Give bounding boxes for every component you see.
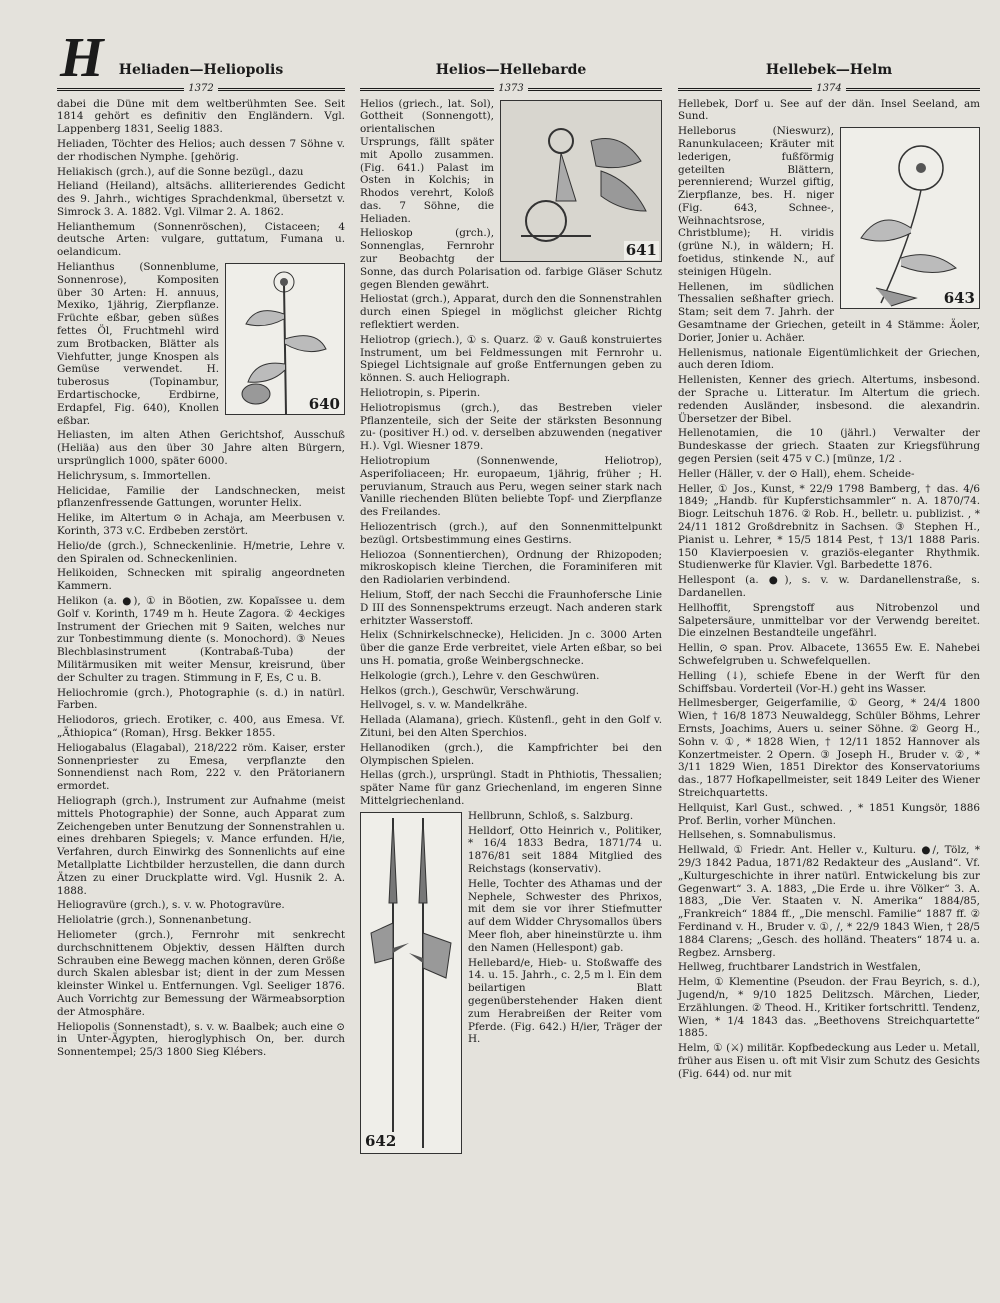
entry: Helkos (grch.), Geschwür, Verschwärung. [360, 684, 580, 697]
entry: Hellin, ⊙ span. Prov. Albacete, 13655 Ew. E. Nahebei Schwefelgruben u. Schwefelquellen. [678, 642, 980, 667]
entry: Helium, Stoff, der nach Secchi die Fraunhofersche Linie D III des Sonnenspektrums erzeugt. Nach anderen stark erhitzter Wasserstoff. [360, 589, 662, 627]
entry: Heliotropismus (grch.), das Bestreben vieler Pflanzenteile, sich der Seite der stärksten Besonnung zu- (positiver H.) od. v. derselben abzuwenden (negativer H.). Vgl. Wiesner 1879. [360, 401, 662, 453]
entry: Helio/de (grch.), Schneckenlinie. H/metrie, Lehre v. den Spiralen od. Schneckenlinien. [57, 539, 345, 565]
page-number-row [57, 83, 345, 95]
page-number: 1374 [816, 83, 842, 95]
entry: Heliodoros, griech. Erotiker, c. 400, aus Emesa. Vf. „Äthiopica“ (Roman), Hrsg. Bekker 1855. [57, 714, 345, 739]
entry: Hellenismus, nationale Eigentümlichkeit der Griechen, auch deren Idiom. [678, 346, 980, 372]
entry: Hellmesberger, Geigerfamilie, ① Georg, * 24/4 1800 Wien, † 16/8 1873 Neuwaldegg, Schüler Böhms, Lehrer Ernsts, Joachims, Auers u. seiner Söhne. ② Georg H., Sohn v. ①, * 1828 Wien, † 12/11 1852 Hannover als Konzertmeister. 2 Opern. ③ Joseph H., Bruder v. ②, * 3/11 1829 Wien, 1851 Direktor des Konservatoriums das., 1877 Hofkapellmeister, seit 1849 Leiter des Wiener Streichquartetts. [678, 697, 980, 799]
entry: Hellebek, Dorf u. See auf der dän. Insel Seeland, am Sund. [678, 97, 980, 123]
entry: Helle, Tochter des Athamas und der Nephele, Schwester des Phrixos, mit dem sie vor ihrer Stiefmutter auf dem Widder Chrysomallos übers Meer floh, aber hineinstürzte u. ihm den Namen (Hellespont) gab. [468, 877, 662, 954]
entry: Helianthus (Sonnenblume, Sonnenrose), Kompositen über 30 Arten: H. annuus, Mexiko, 1jährig, Zierpflanze. Früchte eßbar, geben süßes fettes Öl, Fruchtmehl wird zum Brotbacken, Blätter als Viehfutter, junge Knospen als Gemüse verwendet. H. tuberosus (Topinambur, Erdartischocke, Erdbirne, Erdapfel, Fig. 640), Knollen eßbar. [57, 261, 219, 427]
entry: Hellsehen, s. Somnabulismus. [678, 829, 837, 842]
column-header: Hellebek—Helm [765, 62, 893, 78]
entry: Hellvogel, s. v. w. Mandelkrähe. [360, 699, 528, 712]
entry: Heliochromie (grch.), Photographie (s. d.) in natürl. Farben. [57, 686, 345, 712]
halberd-illustration [361, 813, 461, 1153]
entry: Helicidae, Familie der Landschnecken, meist pflanzenfressende Gattungen, worunter Helix. [57, 484, 345, 510]
entry: Heliozentrisch (grch.), auf den Sonnenmittelpunkt bezügl. Ortsbestimmung eines Gestirns. [360, 521, 662, 546]
entry: Hellas (grch.), ursprüngl. Stadt in Phthiotis, Thessalien; später Name für ganz Griechenland, im engeren Sinne Mittelgriechenland. [360, 769, 662, 807]
entry: Heliotrop (griech.), ① s. Quarz. ② v. Gauß konstruiertes Instrument, um bei Feldmessungen mit Fernrohr u. Spiegel Lichtsignale auf große Entfernungen geben zu können. S. auch Heliograph. [360, 333, 662, 385]
entry: Hellada (Alamana), griech. Küstenfl., geht in den Golf v. Zituni, bei den Alten Sperchios. [360, 714, 662, 739]
entry: Helix (Schnirkelschnecke), Heliciden. Jn c. 3000 Arten über die ganze Erde verbreitet, viele Arten eßbar, so bei uns H. pomatia, große Weinbergschnecke. [360, 629, 662, 667]
page-number: 1373 [498, 83, 524, 95]
entry: Helm, ① Klementine (Pseudon. der Frau Beyrich, s. d.), Jugend/n, * 9/10 1825 Delitzsch. Märchen, Lieder, Erzählungen. ② Theod. H., Kritiker fortschrittl. Tendenz, Wien, * 1/4 1843 das. „Beethovens Streichquartette“ 1885. [678, 976, 980, 1040]
entry: Heliogabalus (Elagabal), 218/222 röm. Kaiser, erster Sonnenpriester zu Emesa, verpflanzte den Sonnendienst nach Rom, 222 v. den Prätorianern ermordet. [57, 741, 345, 793]
entry: Helikon (a. ●), ① in Böotien, zw. Kopaïssee u. dem Golf v. Korinth, 1749 m h. Heute Zagora. ② 4eckiges Instrument der Griechen mit 9 Saiten, welches nur zur Tonbestimmung diente (s. Monochord). ③ Neues Blechblasinstrument (Kontrabaß-Tuba) der Militärmusiken mit weiter Mensur, kreisrund, über der Schulter zu tragen. Stimmung in F, Es, C u. B. [57, 595, 345, 684]
column-2 [360, 62, 662, 1156]
figure-number: 643 [943, 288, 975, 307]
entry: Hellespont (a. ●), s. v. w. Dardanellenstraße, s. Dardanellen. [678, 574, 980, 599]
entry: Heliometer (grch.), Fernrohr mit senkrecht durchschnittenem Objektiv, dessen Hälften durch Schrauben eine Bewegg machen können, deren Größe durch Skalen ablesbar ist; dient in der zum Messen kleinster Winkel u. Entfernungen. Vgl. Seeliger 1876. Auch Vorrichtg zur Bemessung der Wärmeabsorption der Atmosphäre. [57, 928, 345, 1018]
entry: Heliolatrie (grch.), Sonnenanbetung. [57, 914, 252, 927]
figure-641 [500, 100, 662, 262]
hellebore-plant-illustration [841, 128, 979, 308]
entry: Heliand (Heiland), altsächs. alliterierendes Gedicht des 9. Jahrh., wichtiges Sprachdenkmal, übersetzt v. Simrock 3. A. 1882. Vgl. Vilmar 2. A. 1862. [57, 180, 345, 218]
sunflower-plant-illustration [226, 264, 344, 414]
entry: Heliotropium (Sonnenwende, Heliotrop), Asperifoliaceen; Hr. europaeum, 1jährig, früher ; H. peruvianum, Strauch aus Peru, wegen seiner stark nach Vanille riechenden Blüten beliebte Topf- und Zierpflanze des Freilandes. [360, 455, 662, 519]
entry: Helios (griech., lat. Sol), Gottheit (Sonnengott), orientalischen Ursprungs, fällt später mit Apollo zusammen. (Fig. 641.) Palast im Osten in Kolchis; in Rhodos verehrt, Koloß das. 7 Söhne, die Heliaden. [360, 97, 494, 225]
entry: dabei die Düne mit dem weltberühmten See. Seit 1814 gehört es definitiv den Engländern. Vgl. Lappenberg 1831, Seelig 1883. [57, 97, 345, 136]
entry: Heliasten, im alten Athen Gerichtshof, Ausschuß (Heliäa) aus den über 30 Jahre alten Bürgern, ursprünglich 1000, später 6000. [57, 429, 345, 468]
entry: Hellenisten, Kenner des griech. Altertums, insbesond. der Sprache u. Litteratur. Im Altertum die griech. redenden Ausländer, insbesond. die alexandrin. Übersetzer der Bibel. [678, 374, 980, 425]
entry: Hellebard/e, Hieb- u. Stoßwaffe des 14. u. 15. Jahrh., c. 2,5 m l. Ein dem beilartigen Blatt gegenüberstehender Haken dient zum Herabreißen der Reiter vom Pferde. (Fig. 642.) H/ier, Träger der H. [468, 956, 662, 1046]
entry: Helikoiden, Schnecken mit spiralig angeordneten Kammern. [57, 567, 345, 593]
helios-chariot-illustration [501, 101, 661, 261]
entry: Heller, ① Jos., Kunst, * 22/9 1798 Bamberg, † das. 4/6 1849; „Handb. für Kupferstichsammler“ n. A. 1870/74. Biogr. Leitschuh 1876. ② Rob. H., belletr. u. publizist. , * 24/11 1812 Großdrebnitz in Sachsen. ③ Stephen H., Pianist u. Lehrer, * 15/5 1814 Pest, † 13/1 1888 Paris. 150 Klavierpoesien v. graziös-eleganter Rhythmik. Studienwerke für Klavier. Vgl. Barbedette 1876. [678, 482, 980, 572]
entry: Helleborus (Nieswurz), Ranunkulaceen; Kräuter mit lederigen, fußförmig geteilten Blättern, perennierend; Wurzel giftig, Zierpflanze, bes. H. niger (Fig. 643, Schnee-, Weihnachtsrose, Christblume); H. viridis (grüne N.), in wäldern; H. foetidus, stinkende N., auf steinigen Hügeln. [678, 125, 834, 278]
entry: Heliotropin, s. Piperin. [360, 387, 481, 400]
entry: Hellenen, im südlichen Thessalien seßhafter griech. Stam; seit dem 7. Jahrh. der Gesamtname der Griechen, geteilt in 4 Stämme: Äoler, Dorier, Jonier u. Achäer. [678, 280, 980, 344]
entry: Heliopolis (Sonnenstadt), s. v. w. Baalbek; auch eine ⊙ in Unter-Ägypten, hieroglyphisch On, ber. durch Sonnentempel; 25/3 1800 Sieg Klébers. [57, 1020, 345, 1059]
entry: Hellenotamien, die 10 (jährl.) Verwalter der Bundeskasse der griech. Staaten zur Kriegsführung gegen Persien (seit 475 v C.) [münze, 1/2 . [678, 427, 980, 466]
entry: Heliogravüre (grch.), s. v. w. Photogravüre. [57, 899, 285, 912]
entry: Helling (↓), schiefe Ebene in der Werft für den Schiffsbau. Vorderteil (Vor-H.) geht ins Wasser. [678, 669, 980, 695]
page-number-row [678, 83, 980, 95]
entry: Hellanodiken (grch.), die Kampfrichter bei den Olympischen Spielen. [360, 741, 662, 767]
figure-642 [360, 812, 462, 1154]
entry: Heliograph (grch.), Instrument zur Aufnahme (meist mittels Photographie) der Sonne, auch Apparat zum Zeichengeben unter Benutzung der Sonnenstrahlen u. eines drehbaren Spiegels; v. Mance erfunden. H/ie, Verfahren, durch Einwirkg des Sonnenlichts auf eine Metallplatte Lichtbilder herzustellen, die dann durch Ätzen zu einer Druckplatte wird. Vgl. Husnik 2. A. 1888. [57, 794, 345, 897]
entry: Heliakisch (grch.), auf die Sonne bezügl., dazu [57, 165, 304, 178]
entry: Heliozoa (Sonnentierchen), Ordnung der Rhizopoden; mikroskopisch kleine Tierchen, die Foraminiferen mit den Radiolarien verbindend. [360, 548, 662, 587]
column-header: Heliaden—Heliopolis [118, 62, 284, 78]
entry: Heller (Häller, v. der ⊙ Hall), ehem. Scheide- [678, 467, 915, 480]
entry: Hellquist, Karl Gust., schwed. , * 1851 Kungsör, 1886 Prof. Berlin, vorher München. [678, 801, 980, 827]
entry: Hellweg, fruchtbarer Landstrich in Westfalen, [678, 961, 921, 974]
page-number-row [360, 83, 662, 95]
entry: Helm, ① (⚔) militär. Kopfbedeckung aus Leder u. Metall, früher aus Eisen u. oft mit Visir zum Schutz des Gesichts (Fig. 644) od. nur mit [678, 1042, 980, 1080]
entry: Hellhoffit, Sprengstoff aus Nitrobenzol und Salpetersäure, unmittelbar vor der Verwendg bereitet. Die einzelnen Bestandteile ungefährl. [678, 601, 980, 640]
figure-number: 640 [308, 394, 340, 413]
entry: Helichrysum, s. Immortellen. [57, 469, 211, 482]
entry: Heliaden, Töchter des Helios; auch dessen 7 Söhne v. der rhodischen Nymphe. [gehörig. [57, 137, 345, 163]
column-header: Helios—Hellebarde [435, 62, 587, 78]
figure-643 [840, 127, 980, 309]
section-letter: H [60, 27, 104, 89]
figure-number: 642 [365, 1132, 397, 1151]
entry: Heliostat (grch.), Apparat, durch den die Sonnenstrahlen durch einen Spiegel in möglichst gleicher Richtg reflektiert werden. [360, 293, 662, 332]
figure-number: 641 [625, 241, 657, 260]
figure-640 [225, 263, 345, 415]
entry: Helioskop (grch.), Sonnenglas, Fernrohr zur Beobachtg der Sonne, das durch Polarisation od. farbige Gläser Schutz gegen Blenden gewährt. [360, 227, 662, 291]
column-3 [678, 62, 980, 1082]
entry: Helkologie (grch.), Lehre v. den Geschwüren. [360, 669, 600, 682]
page-number: 1372 [188, 83, 214, 95]
entry: Helike, im Altertum ⊙ in Achaja, am Meerbusen v. Korinth, 373 v.C. Erdbeben zerstört. [57, 512, 345, 538]
column-1 [57, 62, 345, 1061]
entry: Hellwald, ① Friedr. Ant. Heller v., Kulturu. ●/, Tölz, * 29/3 1842 Padua, 1871/82 Redakteur des „Ausland“. Vf. „Kulturgeschichte in ihrer natürl. Entwickelung bis zur Gegenwart“ 3. A. 1883, „Die Erde u. ihre Völker“ 3. A. 1883, „Die Ver. Staaten v. N. Amerika“ 1884/85, „Frankreich“ 1884 ff., „Die menschl. Familie“ 1887 ff. ② Ferdinand v. H., Bruder v. ①, /, * 22/9 1843 Wien, † 28/5 1884 Clarens; „Gesch. des holländ. Theaters“ 1874 u. a. Regbez. Arnsberg. [678, 844, 980, 959]
entry: Hellbrunn, Schloß, s. Salzburg. [468, 809, 634, 822]
entry: Helianthemum (Sonnenröschen), Cistaceen; 4 deutsche Arten: vulgare, guttatum, Fumana u. oelandicum. [57, 220, 345, 259]
entry: Helldorf, Otto Heinrich v., Politiker, * 16/4 1833 Bedra, 1871/74 u. 1876/81 seit 1884 Mitglied des Reichstags (konservativ). [468, 824, 662, 875]
